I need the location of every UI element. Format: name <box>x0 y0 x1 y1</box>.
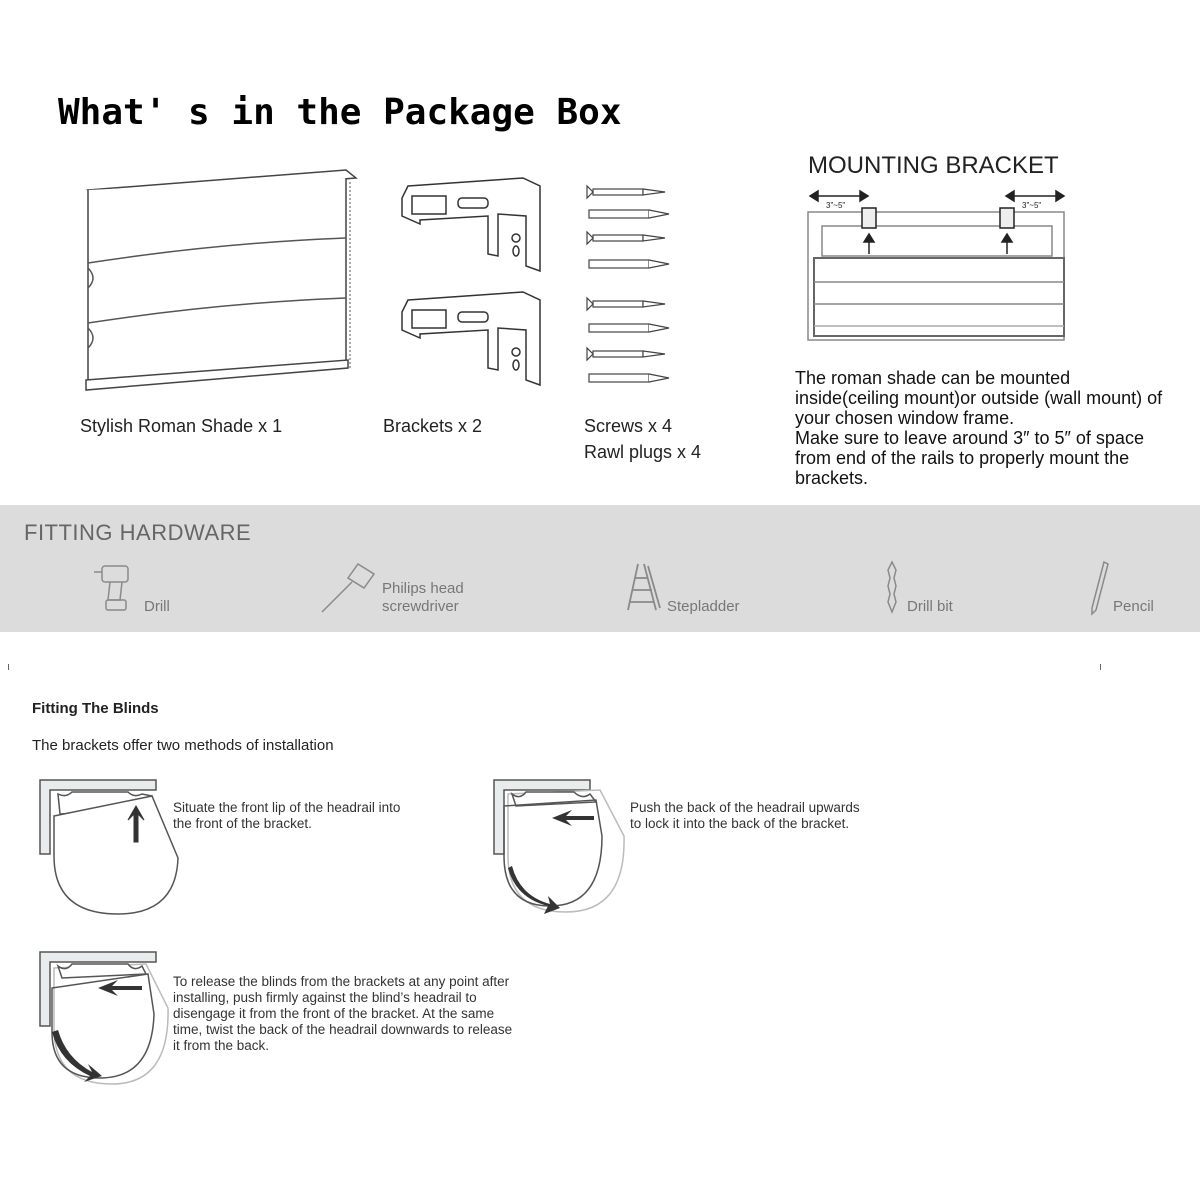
bracket-icon <box>398 176 543 276</box>
divider-tick <box>8 664 9 670</box>
fitting-hardware-title: FITTING HARDWARE <box>24 520 252 545</box>
mounting-note-line: The roman shade can be mounted <box>795 368 1071 388</box>
mounting-note-line: your chosen window frame. <box>795 408 1015 428</box>
fitting-title: Fitting The Blinds <box>32 700 159 717</box>
step-1-text: Situate the front lip of the headrail into <box>173 800 401 815</box>
shade-caption: Stylish Roman Shade x 1 <box>80 416 283 436</box>
step-3-text: it from the back. <box>173 1038 270 1053</box>
drill-bit-icon <box>880 560 904 616</box>
roman-shade-illustration <box>78 168 368 398</box>
drill-label: Drill <box>144 598 170 615</box>
gap-label-left: 3"~5" <box>826 201 846 210</box>
mounting-note-line: inside(ceiling mount)or outside (wall mount) of <box>795 388 1163 408</box>
step-2-text: Push the back of the headrail upwards <box>630 800 860 815</box>
screws-caption: Screws x 4 <box>584 416 673 436</box>
step-3-text: installing, push firmly against the blind’s headrail to <box>173 990 477 1005</box>
brackets-caption: Brackets x 2 <box>383 416 483 436</box>
fitting-subtitle: The brackets offer two methods of installation <box>32 737 334 754</box>
step-3-text: To release the blinds from the brackets at any point after <box>173 974 510 989</box>
drill-icon <box>92 562 142 614</box>
screws-and-plugs-icon <box>585 180 675 390</box>
page-title: What' s in the Package Box <box>58 92 622 133</box>
step-1-diagram <box>36 776 186 921</box>
screwdriver-label-line2: screwdriver <box>382 598 459 615</box>
screwdriver-label-line1: Philips head <box>382 580 464 597</box>
mounting-bracket-diagram <box>806 186 1076 346</box>
pencil-icon <box>1090 560 1110 616</box>
screwdriver-icon <box>318 560 378 616</box>
bracket-icon <box>398 290 543 390</box>
pencil-label: Pencil <box>1113 598 1154 615</box>
step-2-text: to lock it into the back of the bracket. <box>630 816 850 831</box>
drill-bit-label: Drill bit <box>907 598 953 615</box>
step-3-text: time, twist the back of the headrail downwards to release <box>173 1022 513 1037</box>
stepladder-label: Stepladder <box>667 598 740 615</box>
mounting-note-line: from end of the rails to properly mount the <box>795 448 1130 468</box>
mounting-note-line: brackets. <box>795 468 869 488</box>
rawl-plugs-caption: Rawl plugs x 4 <box>584 442 702 462</box>
step-2-diagram <box>490 776 640 921</box>
stepladder-icon <box>624 560 664 614</box>
mounting-note-line: Make sure to leave around 3″ to 5″ of space <box>795 428 1144 448</box>
step-3-text: disengage it from the front of the bracket. At the same <box>173 1006 495 1021</box>
divider-tick <box>1100 664 1101 670</box>
mounting-bracket-title: MOUNTING BRACKET <box>808 152 1059 179</box>
gap-label-right: 3"~5" <box>1022 201 1042 210</box>
step-1-text: the front of the bracket. <box>173 816 312 831</box>
step-3-diagram <box>36 948 186 1093</box>
